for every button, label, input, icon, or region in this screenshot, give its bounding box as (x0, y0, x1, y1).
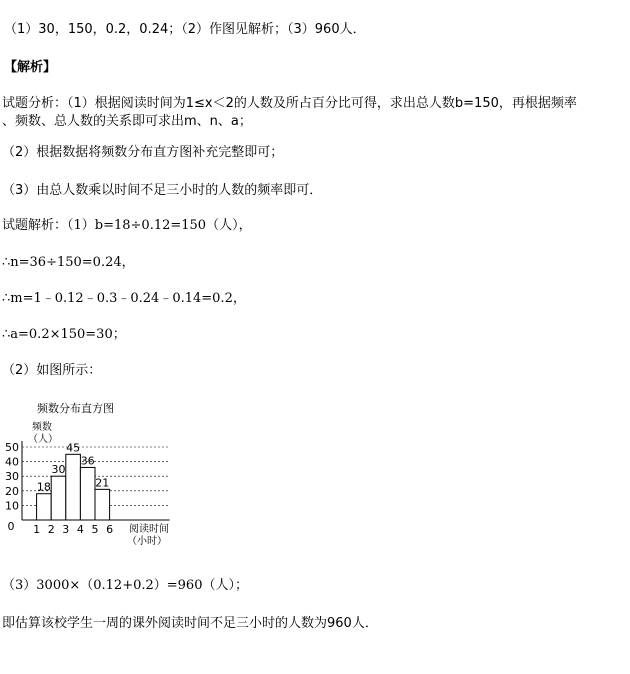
analysis-line-4: （3）由总人数乘以时间不足三小时的人数的频率即可． (2, 183, 323, 198)
bar-value-label: 18 (36, 480, 51, 494)
y-tick-label-40: 40 (5, 455, 19, 469)
origin-label: 0 (7, 520, 15, 533)
y-tick-label-20: 20 (5, 484, 19, 498)
x-axis-label-line-1: 阅读时间 (129, 524, 169, 535)
x-tick-label-6: 6 (106, 523, 114, 536)
y-tick-label-10: 10 (5, 499, 19, 513)
bar-value-label: 45 (66, 441, 81, 455)
histogram-bar (80, 467, 95, 520)
histogram-bar (95, 489, 110, 520)
solution-line-2: ∴n=36÷150=0.24， (2, 255, 135, 270)
solution-line-7: 即估算该校学生一周的课外阅读时间不足三小时的人数为960人． (2, 616, 378, 631)
y-tick-label-30: 30 (5, 470, 19, 484)
chart-title: 频数分布直方图 (37, 402, 114, 415)
y-axis-label-line-1: 频数 (32, 422, 52, 433)
y-axis-label-line-2: （人） (28, 434, 58, 445)
x-tick-label-2: 2 (47, 523, 55, 536)
bar-value-label: 30 (51, 463, 66, 477)
histogram-bar (66, 454, 81, 520)
x-tick-label-1: 1 (33, 523, 41, 536)
solution-line-3: ∴m=1﹣0.12﹣0.3﹣0.24﹣0.14=0.2， (2, 291, 246, 306)
x-tick-label-4: 4 (76, 523, 84, 536)
answer-summary: （1）30，150，0.2，0.24；（2）作图见解析；（3）960人． (4, 22, 366, 37)
solution-line-1: 试题解析：（1）b=18÷0.12=150（人）， (2, 218, 252, 233)
solution-line-5: （2）如图所示： (2, 363, 102, 378)
analysis-line-1: 试题分析：（1）根据阅读时间为1≤x＜2的人数及所占百分比可得，求出总人数b=150，再根据频率 (2, 96, 577, 111)
analysis-heading: 【解析】 (4, 60, 57, 75)
solution-line-6: （3）3000×（0.12+0.2）=960（人）； (2, 578, 248, 593)
histogram-chart (0, 395, 200, 560)
analysis-line-3: （2）根据数据将频数分布直方图补充完整即可； (2, 145, 284, 160)
histogram-bar (51, 476, 66, 520)
x-axis-label-line-2: （小时） (127, 536, 167, 547)
bar-value-label: 21 (95, 476, 110, 490)
analysis-line-2: 、频数、总人数的关系即可求出m、n、a； (2, 114, 252, 129)
bar-value-label: 36 (80, 454, 95, 468)
solution-line-4: ∴a=0.2×150=30； (2, 327, 126, 342)
x-tick-label-3: 3 (62, 523, 70, 536)
x-tick-label-5: 5 (91, 523, 99, 536)
y-tick-label-50: 50 (5, 441, 19, 454)
histogram-bar (37, 494, 52, 520)
